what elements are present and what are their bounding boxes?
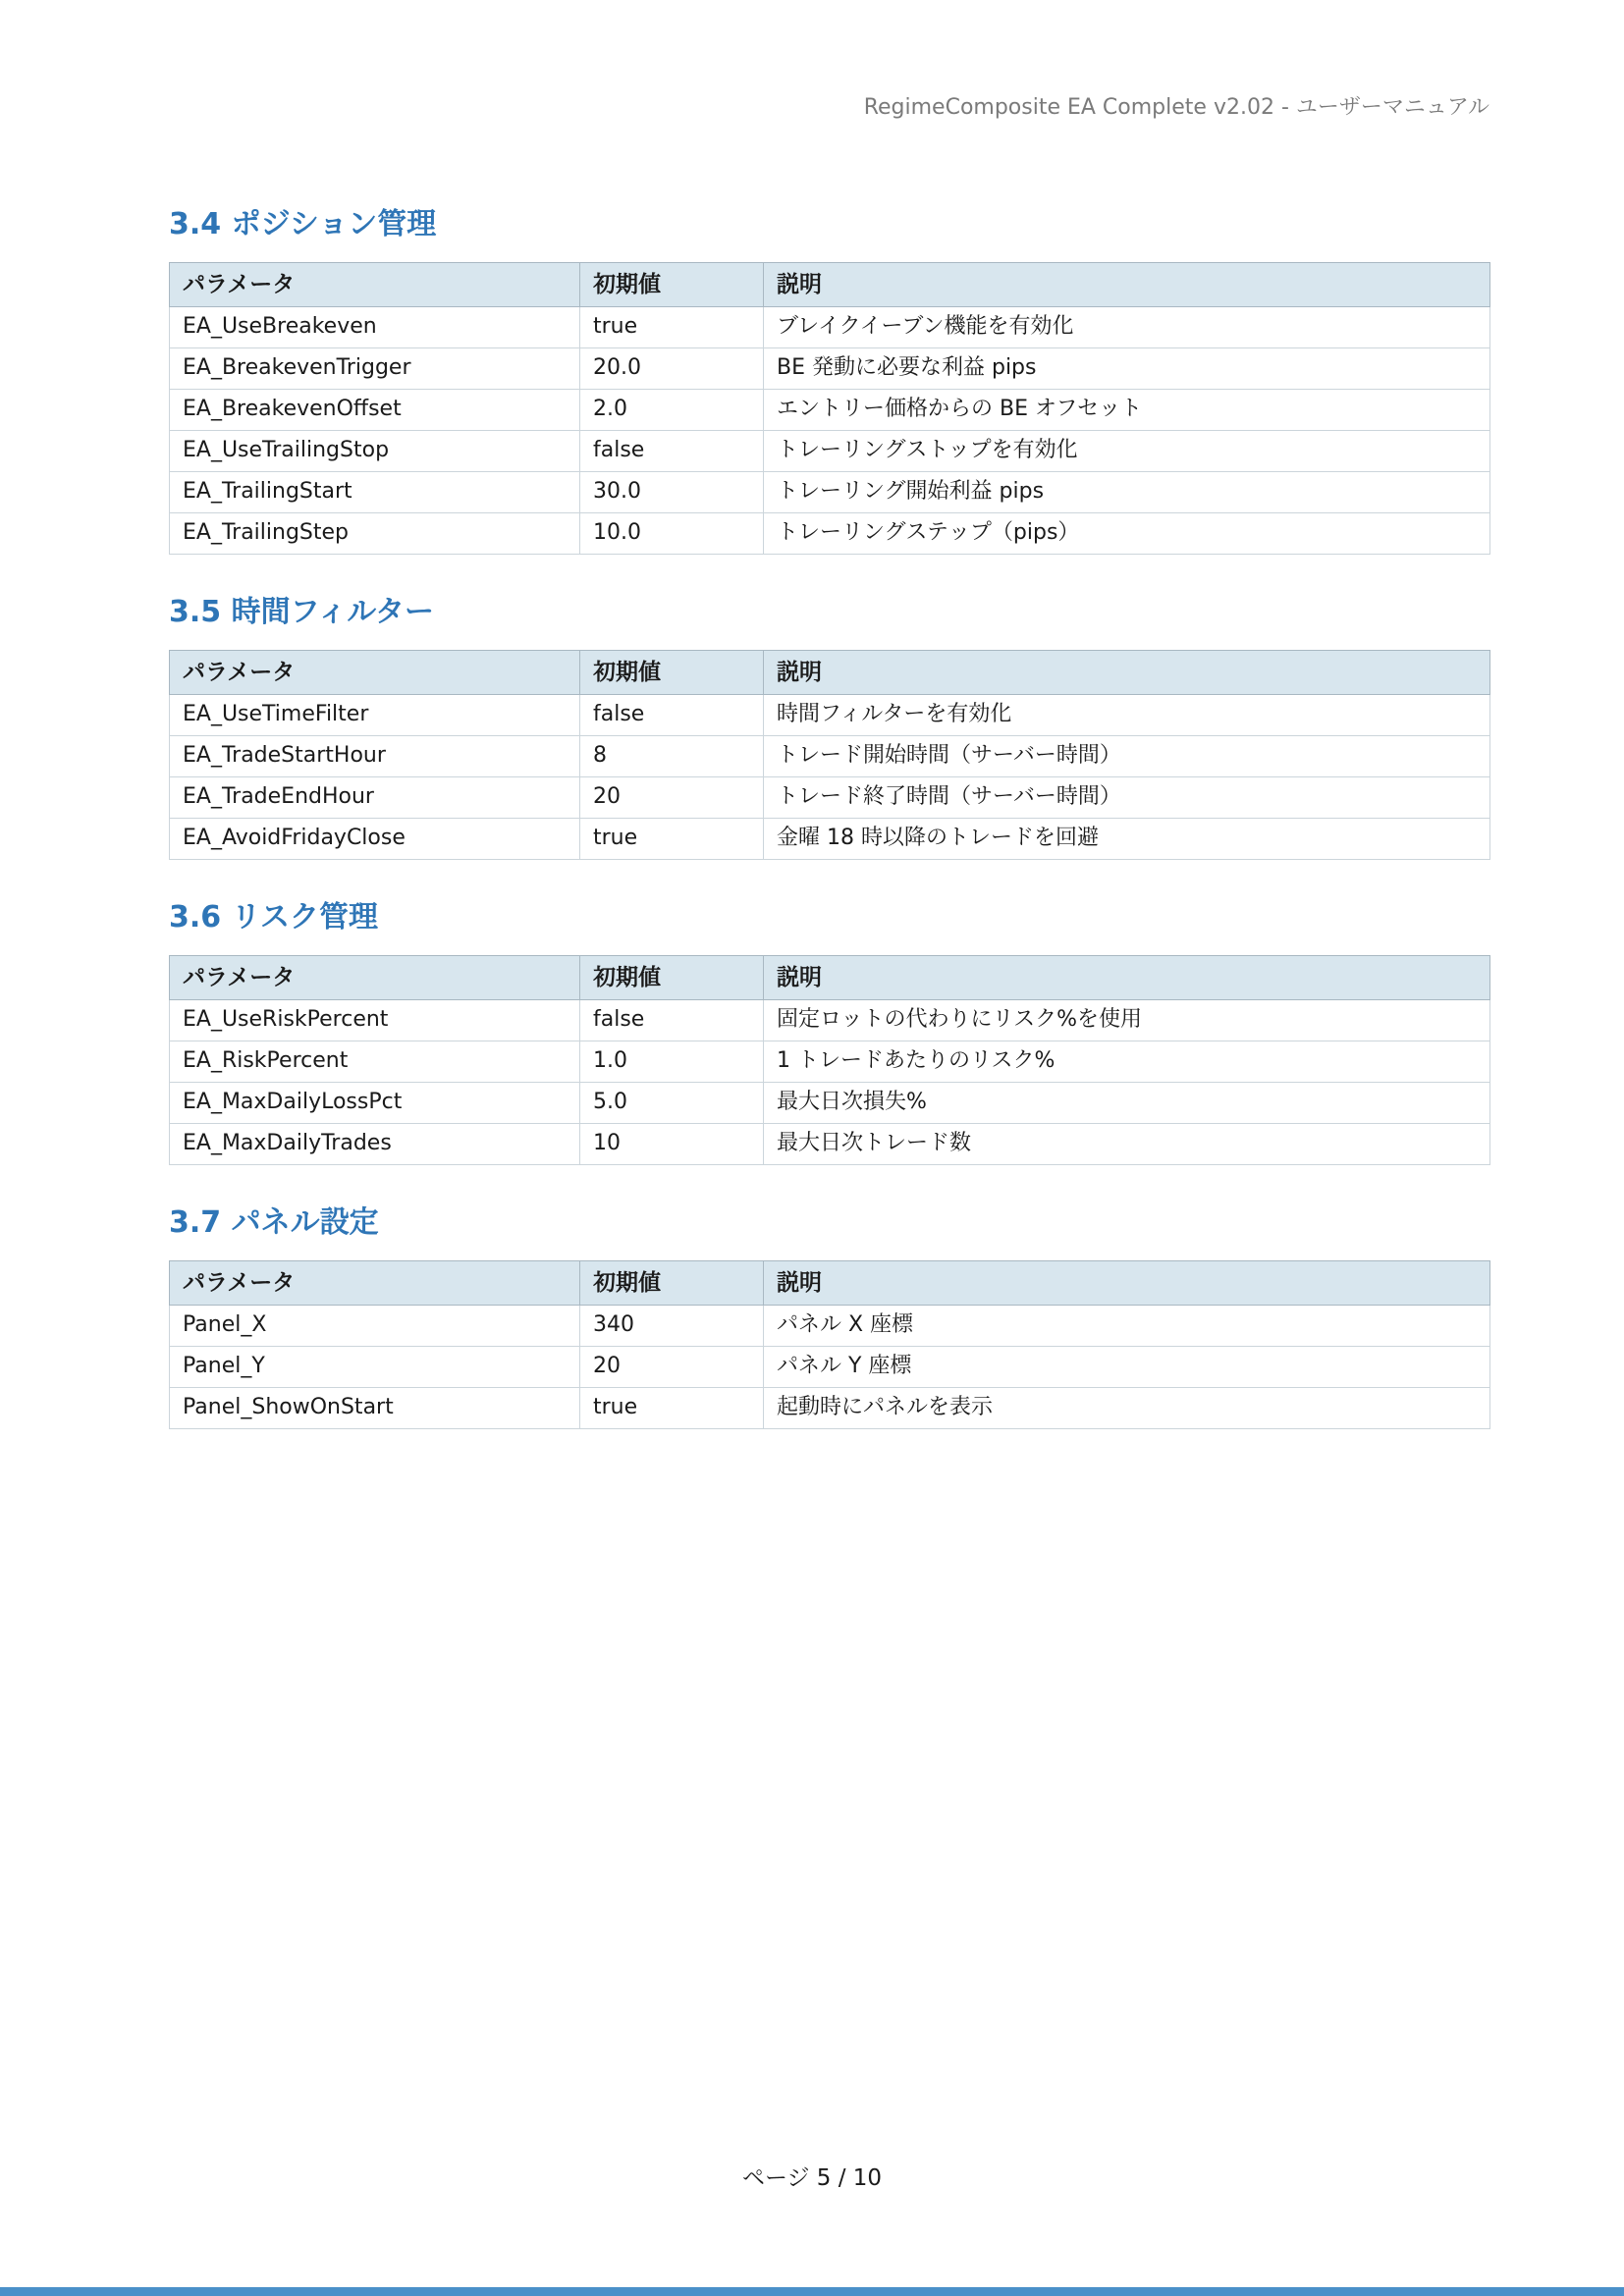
param-name-cell: EA_MaxDailyLossPct bbox=[170, 1083, 580, 1124]
table-row bbox=[170, 736, 1490, 777]
param-name-cell: EA_BreakevenTrigger bbox=[170, 348, 580, 390]
parameter-table bbox=[169, 955, 1490, 1165]
table-row bbox=[170, 307, 1490, 348]
description-cell: 最大日次トレード数 bbox=[764, 1124, 1490, 1165]
param-name-cell: EA_RiskPercent bbox=[170, 1041, 580, 1083]
table-row bbox=[170, 472, 1490, 513]
description-cell: 時間フィルターを有効化 bbox=[764, 695, 1490, 736]
column-header-parameter: パラメータ bbox=[170, 263, 580, 307]
default-value-cell: false bbox=[580, 695, 764, 736]
table-header-row bbox=[170, 263, 1490, 307]
description-cell: 固定ロットの代わりにリスク%を使用 bbox=[764, 1000, 1490, 1041]
sections-container bbox=[169, 206, 1489, 1429]
default-value-cell: true bbox=[580, 819, 764, 860]
table-row bbox=[170, 777, 1490, 819]
default-value-cell: 8 bbox=[580, 736, 764, 777]
param-name-cell: Panel_Y bbox=[170, 1347, 580, 1388]
param-name-cell: EA_UseBreakeven bbox=[170, 307, 580, 348]
table-row bbox=[170, 1083, 1490, 1124]
param-name-cell: EA_BreakevenOffset bbox=[170, 390, 580, 431]
param-name-cell: EA_UseTimeFilter bbox=[170, 695, 580, 736]
default-value-cell: true bbox=[580, 1388, 764, 1429]
table-row bbox=[170, 1306, 1490, 1347]
column-header-default-value: 初期値 bbox=[580, 651, 764, 695]
table-row bbox=[170, 1347, 1490, 1388]
manual-section bbox=[169, 899, 1489, 1165]
default-value-cell: false bbox=[580, 431, 764, 472]
column-header-parameter: パラメータ bbox=[170, 956, 580, 1000]
column-header-description: 説明 bbox=[764, 263, 1490, 307]
table-row bbox=[170, 1124, 1490, 1165]
param-name-cell: EA_TradeStartHour bbox=[170, 736, 580, 777]
column-header-description: 説明 bbox=[764, 1261, 1490, 1306]
table-header-row bbox=[170, 1261, 1490, 1306]
document-header-title: RegimeComposite EA Complete v2.02 - ユーザーマニュアル bbox=[863, 95, 1489, 120]
table-header-row bbox=[170, 956, 1490, 1000]
table-row bbox=[170, 348, 1490, 390]
table-row bbox=[170, 1000, 1490, 1041]
page-number: ページ 5 / 10 bbox=[741, 2165, 883, 2191]
footer-accent-bar bbox=[0, 2287, 1624, 2296]
manual-section bbox=[169, 1204, 1489, 1429]
default-value-cell: 20 bbox=[580, 777, 764, 819]
description-cell: トレード開始時間（サーバー時間） bbox=[764, 736, 1490, 777]
description-cell: BE 発動に必要な利益 pips bbox=[764, 348, 1490, 390]
description-cell: 起動時にパネルを表示 bbox=[764, 1388, 1490, 1429]
table-row bbox=[170, 695, 1490, 736]
section-heading: 3.4 ポジション管理 bbox=[169, 207, 437, 241]
default-value-cell: 20.0 bbox=[580, 348, 764, 390]
column-header-description: 説明 bbox=[764, 651, 1490, 695]
description-cell: 最大日次損失% bbox=[764, 1083, 1490, 1124]
description-cell: ブレイクイーブン機能を有効化 bbox=[764, 307, 1490, 348]
parameter-table bbox=[169, 650, 1490, 860]
table-row bbox=[170, 1388, 1490, 1429]
default-value-cell: true bbox=[580, 307, 764, 348]
param-name-cell: EA_MaxDailyTrades bbox=[170, 1124, 580, 1165]
column-header-parameter: パラメータ bbox=[170, 1261, 580, 1306]
table-row bbox=[170, 1041, 1490, 1083]
table-header-row bbox=[170, 651, 1490, 695]
column-header-parameter: パラメータ bbox=[170, 651, 580, 695]
table-row bbox=[170, 819, 1490, 860]
parameter-table bbox=[169, 262, 1490, 555]
section-heading: 3.7 パネル設定 bbox=[169, 1205, 379, 1240]
default-value-cell: 2.0 bbox=[580, 390, 764, 431]
param-name-cell: EA_UseRiskPercent bbox=[170, 1000, 580, 1041]
default-value-cell: 20 bbox=[580, 1347, 764, 1388]
description-cell: 1 トレードあたりのリスク% bbox=[764, 1041, 1490, 1083]
param-name-cell: Panel_X bbox=[170, 1306, 580, 1347]
manual-section bbox=[169, 594, 1489, 860]
column-header-default-value: 初期値 bbox=[580, 956, 764, 1000]
param-name-cell: Panel_ShowOnStart bbox=[170, 1388, 580, 1429]
description-cell: エントリー価格からの BE オフセット bbox=[764, 390, 1490, 431]
param-name-cell: EA_AvoidFridayClose bbox=[170, 819, 580, 860]
table-row bbox=[170, 513, 1490, 555]
description-cell: トレーリング開始利益 pips bbox=[764, 472, 1490, 513]
column-header-description: 説明 bbox=[764, 956, 1490, 1000]
param-name-cell: EA_UseTrailingStop bbox=[170, 431, 580, 472]
table-row bbox=[170, 431, 1490, 472]
description-cell: 金曜 18 時以降のトレードを回避 bbox=[764, 819, 1490, 860]
description-cell: パネル Y 座標 bbox=[764, 1347, 1490, 1388]
param-name-cell: EA_TrailingStart bbox=[170, 472, 580, 513]
table-row bbox=[170, 390, 1490, 431]
column-header-default-value: 初期値 bbox=[580, 263, 764, 307]
description-cell: トレード終了時間（サーバー時間） bbox=[764, 777, 1490, 819]
default-value-cell: 30.0 bbox=[580, 472, 764, 513]
default-value-cell: 340 bbox=[580, 1306, 764, 1347]
description-cell: トレーリングステップ（pips） bbox=[764, 513, 1490, 555]
parameter-table bbox=[169, 1260, 1490, 1429]
section-heading: 3.6 リスク管理 bbox=[169, 900, 378, 934]
param-name-cell: EA_TrailingStep bbox=[170, 513, 580, 555]
manual-section bbox=[169, 206, 1489, 555]
default-value-cell: 5.0 bbox=[580, 1083, 764, 1124]
param-name-cell: EA_TradeEndHour bbox=[170, 777, 580, 819]
description-cell: パネル X 座標 bbox=[764, 1306, 1490, 1347]
section-heading: 3.5 時間フィルター bbox=[169, 595, 434, 629]
default-value-cell: 10 bbox=[580, 1124, 764, 1165]
default-value-cell: 1.0 bbox=[580, 1041, 764, 1083]
column-header-default-value: 初期値 bbox=[580, 1261, 764, 1306]
description-cell: トレーリングストップを有効化 bbox=[764, 431, 1490, 472]
default-value-cell: 10.0 bbox=[580, 513, 764, 555]
default-value-cell: false bbox=[580, 1000, 764, 1041]
